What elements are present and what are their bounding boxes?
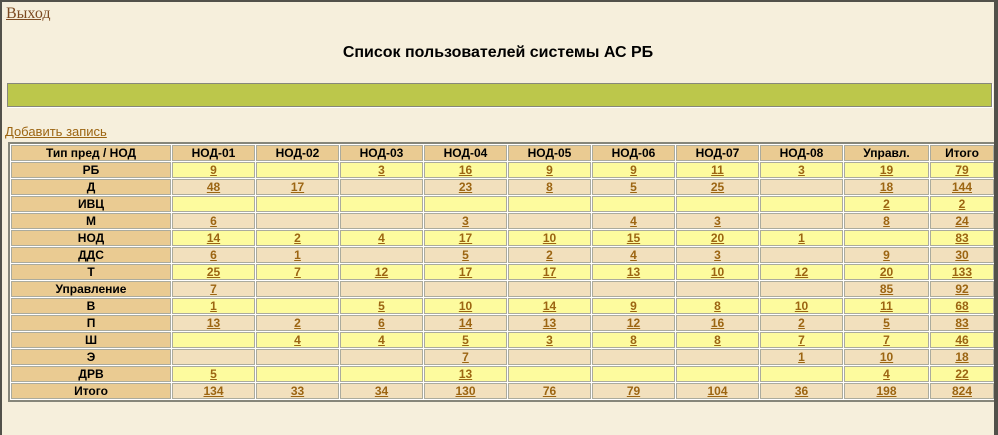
user-count-link[interactable]: 24: [955, 214, 969, 228]
count-cell: [508, 298, 591, 314]
count-cell: [508, 264, 591, 280]
user-count-link[interactable]: 9: [630, 163, 637, 177]
count-cell: [256, 264, 339, 280]
user-count-link[interactable]: 2: [546, 248, 553, 262]
user-count-link[interactable]: 10: [542, 231, 557, 245]
user-count-link[interactable]: 2: [294, 231, 301, 245]
table-header: [11, 145, 994, 161]
empty-cell: [676, 196, 759, 212]
table-row: [11, 366, 994, 382]
green-banner-bar: [7, 83, 992, 107]
empty-cell: [508, 196, 591, 212]
count-cell: [424, 383, 507, 399]
count-cell: [676, 315, 759, 331]
count-cell: [256, 230, 339, 246]
user-count-link[interactable]: 8: [714, 333, 721, 347]
empty-cell: [340, 247, 423, 263]
count-cell: [844, 332, 929, 348]
user-count-link[interactable]: 85: [879, 282, 894, 296]
count-cell: [592, 213, 675, 229]
empty-cell: [340, 213, 423, 229]
count-cell: [508, 230, 591, 246]
user-count-link[interactable]: 4: [378, 231, 385, 245]
row-label: ИВЦ: [11, 196, 171, 212]
user-count-link[interactable]: 3: [378, 163, 385, 177]
user-count-link[interactable]: 19: [879, 163, 894, 177]
count-cell: [508, 179, 591, 195]
empty-cell: [760, 179, 843, 195]
user-count-link[interactable]: 17: [458, 265, 473, 279]
count-cell: [844, 162, 929, 178]
empty-cell: [172, 349, 255, 365]
page-title: Список пользователей системы АС РБ: [342, 44, 654, 61]
table-row: [11, 315, 994, 331]
user-count-link[interactable]: 13: [458, 367, 473, 381]
count-cell: [760, 162, 843, 178]
user-count-link[interactable]: 5: [462, 333, 469, 347]
empty-cell: [340, 349, 423, 365]
user-count-link[interactable]: 79: [626, 384, 641, 398]
count-cell: [592, 298, 675, 314]
users-table: [8, 142, 997, 402]
count-cell: [592, 179, 675, 195]
user-count-link[interactable]: 12: [374, 265, 389, 279]
user-count-link[interactable]: 12: [794, 265, 809, 279]
table-row: [11, 349, 994, 365]
user-count-link[interactable]: 8: [546, 180, 553, 194]
user-count-link[interactable]: 5: [462, 248, 469, 262]
count-cell: [676, 247, 759, 263]
user-count-link[interactable]: 9: [546, 163, 553, 177]
empty-cell: [256, 281, 339, 297]
count-cell: [844, 383, 929, 399]
user-count-link[interactable]: 3: [462, 214, 469, 228]
count-cell: [760, 383, 843, 399]
row-label: ДРВ: [11, 366, 171, 382]
user-count-link[interactable]: 144: [951, 180, 973, 194]
empty-cell: [340, 196, 423, 212]
user-count-link[interactable]: 824: [951, 384, 973, 398]
count-cell: [256, 332, 339, 348]
count-cell: [424, 315, 507, 331]
user-count-link[interactable]: 14: [542, 299, 557, 313]
user-count-link[interactable]: 133: [951, 265, 973, 279]
empty-cell: [340, 281, 423, 297]
user-count-link[interactable]: 9: [883, 248, 890, 262]
user-count-link[interactable]: 16: [458, 163, 473, 177]
count-cell: [844, 349, 929, 365]
user-count-link[interactable]: 16: [710, 316, 725, 330]
count-cell: [930, 179, 994, 195]
user-count-link[interactable]: 7: [883, 333, 890, 347]
user-count-link[interactable]: 92: [955, 282, 969, 296]
empty-cell: [340, 179, 423, 195]
count-cell: [676, 162, 759, 178]
user-count-link[interactable]: 83: [955, 231, 969, 245]
empty-cell: [172, 196, 255, 212]
empty-cell: [172, 332, 255, 348]
empty-cell: [256, 196, 339, 212]
user-count-link[interactable]: 1: [294, 248, 301, 262]
count-cell: [844, 247, 929, 263]
user-count-link[interactable]: 13: [542, 316, 557, 330]
user-count-link[interactable]: 7: [294, 265, 301, 279]
count-cell: [844, 298, 929, 314]
empty-cell: [256, 366, 339, 382]
user-count-link[interactable]: 2: [958, 197, 966, 211]
user-count-link[interactable]: 17: [458, 231, 473, 245]
user-count-link[interactable]: 30: [955, 248, 969, 262]
count-cell: [172, 281, 255, 297]
row-label: М: [11, 213, 171, 229]
count-cell: [930, 230, 994, 246]
count-cell: [172, 264, 255, 280]
user-count-link[interactable]: 68: [955, 299, 969, 313]
count-cell: [930, 349, 994, 365]
count-cell: [424, 213, 507, 229]
empty-cell: [760, 281, 843, 297]
user-count-link[interactable]: 3: [714, 248, 721, 262]
user-count-link[interactable]: 3: [714, 214, 721, 228]
count-cell: [592, 315, 675, 331]
empty-cell: [676, 366, 759, 382]
count-cell: [172, 366, 255, 382]
table-row: [11, 162, 994, 178]
user-count-link[interactable]: 34: [374, 384, 389, 398]
row-label-column-header: Тип пред / НОД: [11, 145, 171, 161]
count-cell: [930, 383, 994, 399]
column-header: НОД-08: [760, 145, 843, 161]
count-cell: [340, 383, 423, 399]
row-label: Ш: [11, 332, 171, 348]
column-header: НОД-05: [508, 145, 591, 161]
user-count-link[interactable]: 4: [378, 333, 385, 347]
user-count-link[interactable]: 7: [210, 282, 217, 296]
row-label: П: [11, 315, 171, 331]
user-count-link[interactable]: 7: [462, 350, 469, 364]
count-cell: [592, 383, 675, 399]
user-count-link[interactable]: 83: [955, 316, 969, 330]
empty-cell: [508, 366, 591, 382]
count-cell: [340, 332, 423, 348]
count-cell: [508, 315, 591, 331]
user-count-link[interactable]: 4: [630, 248, 637, 262]
table-row: [11, 196, 994, 212]
empty-cell: [760, 366, 843, 382]
count-cell: [760, 315, 843, 331]
count-cell: [340, 162, 423, 178]
count-cell: [844, 179, 929, 195]
count-cell: [930, 366, 994, 382]
count-cell: [676, 179, 759, 195]
count-cell: [930, 315, 994, 331]
user-count-link[interactable]: 13: [206, 316, 221, 330]
user-count-link[interactable]: 14: [458, 316, 473, 330]
empty-cell: [592, 281, 675, 297]
user-count-link[interactable]: 13: [626, 265, 641, 279]
user-count-link[interactable]: 9: [210, 163, 217, 177]
user-count-link[interactable]: 6: [210, 248, 217, 262]
user-count-link[interactable]: 23: [458, 180, 473, 194]
column-header: НОД-04: [424, 145, 507, 161]
count-cell: [676, 264, 759, 280]
empty-cell: [256, 349, 339, 365]
column-header: Итого: [930, 145, 994, 161]
count-cell: [172, 179, 255, 195]
user-count-link[interactable]: 198: [876, 384, 897, 398]
row-label: Д: [11, 179, 171, 195]
user-count-link[interactable]: 2: [883, 197, 890, 211]
user-count-link[interactable]: 76: [542, 384, 557, 398]
count-cell: [592, 247, 675, 263]
empty-cell: [592, 349, 675, 365]
count-cell: [256, 383, 339, 399]
empty-cell: [676, 349, 759, 365]
user-count-link[interactable]: 9: [630, 299, 637, 313]
count-cell: [676, 213, 759, 229]
table-row: [11, 179, 994, 195]
count-cell: [930, 162, 994, 178]
count-cell: [844, 366, 929, 382]
empty-cell: [760, 196, 843, 212]
count-cell: [424, 247, 507, 263]
empty-cell: [424, 281, 507, 297]
user-count-link[interactable]: 5: [378, 299, 385, 313]
row-label: Э: [11, 349, 171, 365]
count-cell: [760, 298, 843, 314]
user-count-link[interactable]: 8: [630, 333, 637, 347]
user-count-link[interactable]: 17: [290, 180, 305, 194]
count-cell: [424, 349, 507, 365]
row-label: ДДС: [11, 247, 171, 263]
user-count-link[interactable]: 4: [294, 333, 301, 347]
count-cell: [844, 281, 929, 297]
exit-link[interactable]: Выход: [6, 5, 51, 22]
count-cell: [592, 332, 675, 348]
count-cell: [424, 298, 507, 314]
count-cell: [844, 264, 929, 280]
count-cell: [508, 247, 591, 263]
empty-cell: [256, 213, 339, 229]
table-body: [11, 162, 994, 399]
count-cell: [508, 383, 591, 399]
count-cell: [340, 315, 423, 331]
user-count-link[interactable]: 130: [455, 384, 476, 398]
column-header: НОД-03: [340, 145, 423, 161]
table-row: [11, 332, 994, 348]
count-cell: [930, 196, 994, 212]
user-count-link[interactable]: 10: [458, 299, 473, 313]
table-row: [11, 281, 994, 297]
count-cell: [340, 264, 423, 280]
empty-cell: [256, 298, 339, 314]
table-row: [11, 230, 994, 246]
count-cell: [760, 230, 843, 246]
user-count-link[interactable]: 7: [798, 333, 805, 347]
user-count-link[interactable]: 79: [955, 163, 969, 177]
user-count-link[interactable]: 5: [210, 367, 217, 381]
column-header: НОД-01: [172, 145, 255, 161]
user-count-link[interactable]: 10: [794, 299, 809, 313]
count-cell: [592, 230, 675, 246]
user-count-link[interactable]: 48: [206, 180, 221, 194]
count-cell: [172, 383, 255, 399]
user-count-link[interactable]: 11: [711, 163, 724, 177]
count-cell: [424, 264, 507, 280]
user-count-link[interactable]: 3: [546, 333, 553, 347]
empty-cell: [760, 213, 843, 229]
count-cell: [424, 162, 507, 178]
count-cell: [930, 213, 994, 229]
count-cell: [172, 213, 255, 229]
count-cell: [256, 247, 339, 263]
user-count-link[interactable]: 104: [707, 384, 728, 398]
count-cell: [844, 196, 929, 212]
user-count-link[interactable]: 14: [206, 231, 221, 245]
user-count-link[interactable]: 10: [710, 265, 725, 279]
count-cell: [930, 247, 994, 263]
user-count-link[interactable]: 15: [626, 231, 641, 245]
user-count-link[interactable]: 2: [294, 316, 301, 330]
empty-cell: [760, 247, 843, 263]
empty-cell: [508, 349, 591, 365]
count-cell: [172, 247, 255, 263]
row-label: НОД: [11, 230, 171, 246]
count-cell: [340, 298, 423, 314]
count-cell: [930, 298, 994, 314]
user-count-link[interactable]: 4: [883, 367, 890, 381]
user-count-link[interactable]: 18: [955, 350, 969, 364]
count-cell: [592, 162, 675, 178]
count-cell: [676, 332, 759, 348]
count-cell: [930, 264, 994, 280]
column-header: НОД-06: [592, 145, 675, 161]
count-cell: [676, 298, 759, 314]
count-cell: [930, 332, 994, 348]
count-cell: [172, 162, 255, 178]
table-row: [11, 383, 994, 399]
table-row: [11, 213, 994, 229]
row-label: Управление: [11, 281, 171, 297]
user-count-link[interactable]: 6: [210, 214, 217, 228]
count-cell: [508, 332, 591, 348]
row-label: В: [11, 298, 171, 314]
user-count-link[interactable]: 134: [203, 384, 224, 398]
count-cell: [844, 213, 929, 229]
user-count-link[interactable]: 17: [542, 265, 557, 279]
count-cell: [760, 349, 843, 365]
empty-cell: [592, 196, 675, 212]
user-count-link[interactable]: 11: [880, 299, 893, 313]
empty-cell: [256, 162, 339, 178]
count-cell: [340, 230, 423, 246]
user-count-link[interactable]: 36: [794, 384, 809, 398]
count-cell: [760, 332, 843, 348]
add-record-link[interactable]: Добавить запись: [5, 124, 107, 139]
user-count-link[interactable]: 12: [626, 316, 641, 330]
empty-cell: [508, 281, 591, 297]
user-count-link[interactable]: 3: [798, 163, 805, 177]
count-cell: [424, 230, 507, 246]
count-cell: [508, 162, 591, 178]
empty-cell: [844, 230, 929, 246]
user-count-link[interactable]: 25: [206, 265, 221, 279]
user-count-link[interactable]: 2: [798, 316, 805, 330]
row-label: РБ: [11, 162, 171, 178]
empty-cell: [340, 366, 423, 382]
count-cell: [424, 332, 507, 348]
count-cell: [930, 281, 994, 297]
count-cell: [676, 383, 759, 399]
table-row: [11, 298, 994, 314]
user-count-link[interactable]: 8: [883, 214, 890, 228]
user-count-link[interactable]: 22: [955, 367, 969, 381]
user-count-link[interactable]: 4: [630, 214, 637, 228]
count-cell: [256, 179, 339, 195]
table-row: [11, 247, 994, 263]
user-count-link[interactable]: 46: [955, 333, 969, 347]
count-cell: [172, 230, 255, 246]
count-cell: [676, 230, 759, 246]
user-count-link[interactable]: 10: [879, 350, 894, 364]
user-count-link[interactable]: 25: [710, 180, 725, 194]
user-count-link[interactable]: 1: [210, 299, 217, 313]
user-count-link[interactable]: 20: [710, 231, 725, 245]
user-count-link[interactable]: 5: [630, 180, 637, 194]
empty-cell: [424, 196, 507, 212]
count-cell: [424, 179, 507, 195]
count-cell: [760, 264, 843, 280]
user-count-link[interactable]: 20: [879, 265, 894, 279]
table-row: [11, 264, 994, 280]
count-cell: [592, 264, 675, 280]
column-header: НОД-02: [256, 145, 339, 161]
user-count-link[interactable]: 5: [883, 316, 890, 330]
user-count-link[interactable]: 6: [378, 316, 385, 330]
count-cell: [424, 366, 507, 382]
column-header: НОД-07: [676, 145, 759, 161]
count-cell: [256, 315, 339, 331]
user-count-link[interactable]: 1: [798, 231, 805, 245]
count-cell: [844, 315, 929, 331]
count-cell: [172, 298, 255, 314]
user-count-link[interactable]: 33: [290, 384, 305, 398]
user-count-link[interactable]: 18: [879, 180, 894, 194]
empty-cell: [508, 213, 591, 229]
count-cell: [172, 315, 255, 331]
user-count-link[interactable]: 1: [798, 350, 805, 364]
user-count-link[interactable]: 8: [714, 299, 721, 313]
empty-cell: [676, 281, 759, 297]
row-label: Итого: [11, 383, 171, 399]
row-label: Т: [11, 264, 171, 280]
empty-cell: [592, 366, 675, 382]
column-header: Управл.: [844, 145, 929, 161]
